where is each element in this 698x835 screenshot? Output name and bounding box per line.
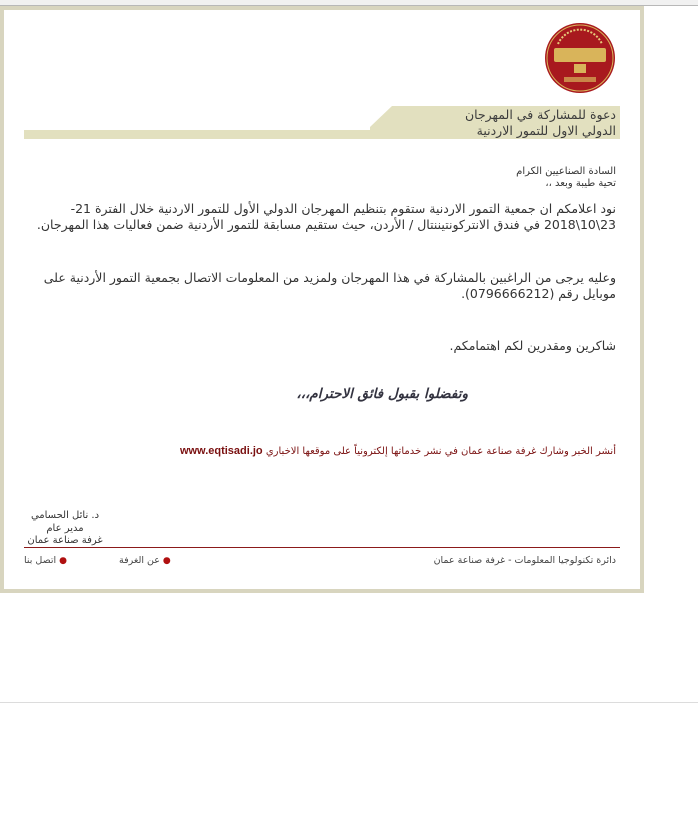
closing-line: وتفضلوا بقبول فائق الاحترام،،، xyxy=(296,386,468,402)
bullet-icon: ● xyxy=(162,556,171,566)
logo-emblem xyxy=(554,48,606,62)
footer-divider xyxy=(24,547,620,548)
salutation-line2: تحية طيبة وبعد ،، xyxy=(545,178,616,189)
banner-title-line1: دعوة للمشاركة في المهرجان xyxy=(464,107,616,122)
eqtisadi-link[interactable]: www.eqtisadi.jo xyxy=(179,445,263,457)
salutation-line1: السادة الصناعيين الكرام xyxy=(516,166,616,177)
paragraph-announcement: نود اعلامكم ان جمعية التمور الاردنية ستقوم بتنظيم المهرجان الدولي الأول للتمور الاردنية خلال الفترة 21- 23\10\2018 في فندق الانتركونتيننتال / الأردن، حيث ستقيم مسابقة للتمور الأردنية ضمن فعاليات هذا المهرجان. xyxy=(36,201,616,232)
salutation xyxy=(516,166,616,190)
chamber-logo xyxy=(544,22,616,94)
banner-title xyxy=(465,107,616,139)
signature-title: مدير عام xyxy=(46,522,84,534)
paragraph-contact: وعليه يرجى من الراغبين بالمشاركة في هذا المهرجان ولمزيد من المعلومات الاتصال بجمعية التمور الأردنية على موبايل رقم (0796666212). xyxy=(43,270,616,301)
footer-link-about-label: عن الغرفة xyxy=(119,555,160,566)
bottom-separator xyxy=(0,702,698,703)
footer-link-contact[interactable] xyxy=(24,555,67,566)
thanks-line: شاكرين ومقدرين لكم اهتمامكم. xyxy=(449,338,616,353)
share-text: أنشر الخبر وشارك غرفة صناعة عمان في نشر خدماتها إلكترونياً على موقعها الاخباري xyxy=(265,446,616,457)
signature-name: د. نائل الحسامي xyxy=(30,510,100,521)
footer-department: دائرة تكنولوجيا المعلومات - غرفة صناعة عمان xyxy=(433,555,616,566)
bullet-icon: ● xyxy=(59,556,68,566)
signature-block xyxy=(24,510,106,548)
banner-title-line2: الدولي الاول للتمور الاردنية xyxy=(476,123,616,138)
footer-link-about[interactable] xyxy=(119,555,171,566)
footer-link-contact-label: اتصل بنا xyxy=(24,555,57,566)
share-notice xyxy=(180,445,616,457)
header-banner xyxy=(24,106,620,139)
signature-org: غرفة صناعة عمان xyxy=(27,535,103,546)
